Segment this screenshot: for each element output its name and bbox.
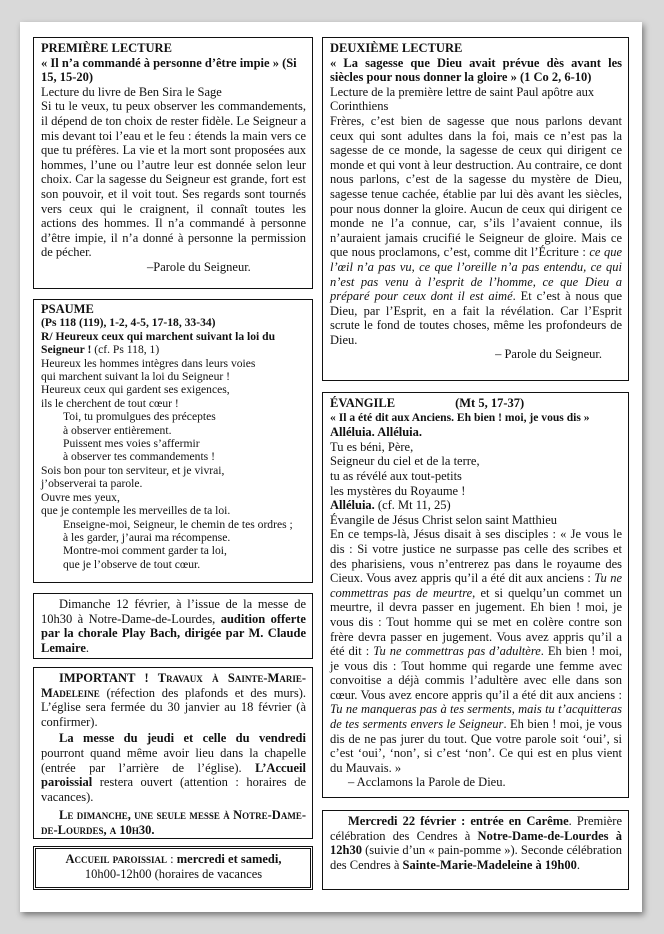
first-reading-title: « Il n’a commandé à personne d’être impie » (Si 15, 15-20): [41, 55, 297, 85]
accueil-hours: 10h00-12h00 (horaires de vacances: [84, 866, 263, 881]
important-sunday: Le dimanche, une seule messe à Notre-Dame-de-Lourdes, a 10h30.: [41, 808, 306, 837]
accueil-sep: :: [167, 852, 177, 866]
second-reading-box: [322, 37, 629, 381]
important-p2: [41, 731, 306, 804]
gospel-verse-line: Seigneur du ciel et de la terre,: [330, 454, 480, 469]
psalm-line: Heureux les hommes intègres dans leurs voies: [41, 356, 256, 370]
first-reading-heading: PREMIÈRE LECTURE: [41, 41, 172, 55]
gospel-alleluia2-ref: (cf. Mt 11, 25): [374, 498, 451, 513]
gospel-t3: . Eh bien ! moi, je vous dis : Tout homme qui regarde une femme avec convoitise a déjà commis l’adultère avec elle dans son cœur. Vous avez encore appris qu’il a été dit aux anciens :: [330, 644, 623, 702]
gospel-verse-line: Tu es béni, Père,: [330, 439, 414, 454]
audition-bold: audition offerte par la chorale Play Bach, dirigée par M. Claude Lemaire: [41, 611, 306, 655]
accueil-label: Accueil paroissial: [65, 852, 168, 866]
gospel-t2: , et si quelqu’un commet un meurtre, il devra passer en jugement. Eh bien ! moi, je vous dis : Tout homme qui se met en colère contre son frère devra passer en jugement. Vous avez appris qu’il a été dit :: [330, 585, 622, 659]
psalm-line: Toi, tu promulgues des préceptes: [63, 410, 216, 424]
psalm-line: à observer entièrement.: [63, 423, 172, 437]
lent-ndl: Notre-Dame-de-Lourdes à 12h30: [330, 828, 622, 858]
audition-text: Dimanche 12 février, à l’issue de la messe de 10h30 à Notre-Dame-de-Lourdes,: [41, 597, 306, 626]
psalm-box: [33, 299, 313, 583]
gospel-alleluia2: Alléluia.: [330, 498, 375, 513]
second-reading-closing: – Parole du Seigneur.: [495, 347, 602, 362]
gospel-verse-line: les mystères du Royaume !: [330, 483, 466, 498]
psalm-line: que je l’observe de tout cœur.: [63, 557, 201, 571]
lent-notice: [330, 814, 622, 872]
gospel-q1: Tu ne commettras pas de meurtre: [330, 571, 623, 600]
important-accueil: L’Accueil paroissial: [41, 760, 306, 790]
psalm-verses: [41, 357, 306, 572]
important-title: IMPORTANT !: [59, 671, 149, 685]
psalm-ref: (Ps 118 (119), 1-2, 4-5, 17-18, 33-34): [41, 316, 216, 330]
psalm-line: Enseigne-moi, Seigneur, le chemin de tes ordres ;: [63, 517, 293, 531]
important-mass: La messe du jeudi et celle du vendredi: [59, 731, 306, 746]
first-reading-closing: –Parole du Seigneur.: [147, 259, 251, 274]
lent-date: Mercredi 22 février : entrée en Carême: [348, 814, 569, 828]
second-text-part1: Frères, c’est bien de sagesse que nous parlons devant ceux qui sont adultes dans la foi, mais ce n’est pas la sagesse de ce monde, la sagesse de ceux qui dirigent ce monde et qui vont à leur destruction. Au contraire, ce dont nous parlons, c’est de la sagesse du mystère de Dieu, sagesse tenue cachée, établie par lui dès avant les siècles, pour nous donner la gloire. Aucun de ceux qui dirigent ce monde ne l’a connue, car, s’ils l’avaient connue, ils n’auraient jamais crucifié le Seigneur de gloire. Mais ce que nous proclamons, c’est, comme dit l’Écriture :: [330, 113, 622, 260]
gospel-text: [330, 527, 622, 775]
psalm-line: Ouvre mes yeux,: [41, 490, 120, 504]
important-p1: [41, 671, 306, 729]
audition-notice: [41, 597, 306, 655]
gospel-heading-row: [330, 396, 622, 411]
accueil-days: mercredi et samedi,: [176, 852, 282, 866]
important-chapel: pourront quand même avoir lieu dans la chapelle (entrée par l’arrière de l’église).: [41, 745, 306, 775]
psalm-line: que je contemple les merveilles de ta loi.: [41, 504, 231, 518]
second-text-quote: ce que l’œil n’a pas vu, ce que l’oreille n’a pas entendu, ce qui n’est pas venu à l’esprit de l’homme, ce que Dieu a préparé pour ceux dont il est aimé: [330, 245, 622, 304]
psalm-heading: PSAUME: [41, 302, 94, 316]
second-text-part2: . Et c’est à nous que Dieu, par l’Esprit, en a fait la révélation. Car l’Esprit scrute le fond de toutes choses, même les profondeurs de Dieu.: [330, 289, 623, 347]
gospel-ref: (Mt 5, 17-37): [455, 396, 525, 410]
gospel-t1: En ce temps-là, Jésus disait à ses disciples : « Je vous le dis : Si votre justice ne surpasse pas celle des scribes et des pharisiens, vous n’entrerez pas dans le royaume des Cieux. Vous avez appris qu’il a été dit aux anciens :: [330, 527, 622, 586]
audition-notice-box: [33, 593, 313, 659]
psalm-line: Puissent mes voies s’affermir: [63, 437, 200, 451]
lent-t2: (suivie d’un « pain-pomme »). Seconde célébration des Cendres à: [330, 843, 622, 872]
first-reading-text: Si tu le veux, tu peux observer les commandements, il dépend de ton choix de rester fidèle. Le Seigneur a mis devant toi l’eau et le feu : étends la main vers ce que tu préfères. La vie et la mort sont proposées aux hommes, l’une ou l’autre leur est donnée selon leur choix. Car la sagesse du Seigneur est grande, fort est son pouvoir, et il voit tout. Ses regards sont tournés vers ceux qui le craignent, il connaît toutes les actions des hommes. Il n’a commandé à personne d’être impie, il n’a donné à personne la permission de pécher.: [41, 99, 306, 260]
important-open: restera ouvert (attention : horaires de vacances).: [41, 775, 306, 804]
gospel-source: Évangile de Jésus Christ selon saint Matthieu: [330, 512, 558, 527]
second-reading-heading: DEUXIÈME LECTURE: [330, 41, 463, 55]
accueil-line1: [43, 852, 304, 867]
first-reading-box: [33, 37, 313, 289]
lent-t3: .: [576, 857, 580, 872]
psalm-line: à les garder, j’aurai ma récompense.: [63, 530, 231, 544]
important-rest: (réfection des plafonds et des murs). L’église sera fermée du 30 janvier au 18 février (à confirmer).: [41, 685, 306, 729]
gospel-box: [322, 392, 629, 798]
second-reading-text: [330, 114, 622, 348]
psalm-line: ils le cherchent de tout cœur !: [41, 396, 179, 410]
psalm-line: à observer tes commandements !: [63, 450, 215, 464]
psalm-line: Sois bon pour ton serviteur, et je vivrai,: [41, 463, 225, 477]
gospel-q2: Tu ne commettras pas d’adultère: [373, 644, 541, 659]
lent-t1: . Première célébration des Cendres à: [330, 814, 622, 843]
gospel-closing: – Acclamons la Parole de Dieu.: [348, 775, 506, 790]
lent-smm: Sainte-Marie-Madeleine à 19h00: [402, 857, 577, 872]
gospel-title: « Il a été dit aux Anciens. Eh bien ! moi, je vous dis »: [330, 410, 590, 424]
lent-notice-box: [322, 810, 629, 890]
psalm-refrain-text: R/ Heureux ceux qui marchent suivant la loi du Seigneur !: [41, 329, 276, 357]
important-notice-box: [33, 667, 313, 839]
psalm-refrain-ref: (cf. Ps 118, 1): [91, 343, 160, 357]
second-reading-source: Lecture de la première lettre de saint Paul apôtre aux Corinthiens: [330, 84, 595, 114]
psalm-line: Montre-moi comment garder ta loi,: [63, 544, 227, 558]
gospel-heading: ÉVANGILE: [330, 396, 396, 410]
psalm-line: qui marchent suivant la loi du Seigneur !: [41, 370, 230, 384]
audition-end: .: [85, 640, 90, 655]
gospel-verse: [330, 440, 622, 498]
gospel-q3: Tu ne manqueras pas à tes serments, mais tu t’acquitteras de tes serments envers le Seigneur: [330, 702, 622, 732]
accueil-box: [33, 846, 313, 890]
psalm-refrain: [41, 330, 306, 357]
psalm-line: Heureux ceux qui gardent ses exigences,: [41, 383, 230, 397]
gospel-alleluia: Alléluia. Alléluia.: [330, 425, 423, 440]
psalm-line: j’observerai ta parole.: [41, 477, 143, 491]
gospel-verse-line: tu as révélé aux tout-petits: [330, 468, 462, 483]
important-works: Travaux à Sainte-Marie-Madeleine: [41, 671, 306, 700]
bulletin-page: [20, 22, 642, 912]
second-reading-title: « La sagesse que Dieu avait prévue dès avant les siècles pour nous donner la gloire » (1 Co 2, 6-10): [330, 55, 622, 85]
first-reading-source: Lecture du livre de Ben Sira le Sage: [41, 84, 222, 99]
gospel-alleluia2-row: [330, 498, 622, 513]
gospel-t4: . Eh bien ! moi, je vous dis de ne pas jurer du tout. Que votre parole soit ‘oui’, si c’est ‘oui’, ‘non’, si c’est ‘non’. Ce qui est en plus vient du Mauvais. »: [330, 717, 623, 775]
